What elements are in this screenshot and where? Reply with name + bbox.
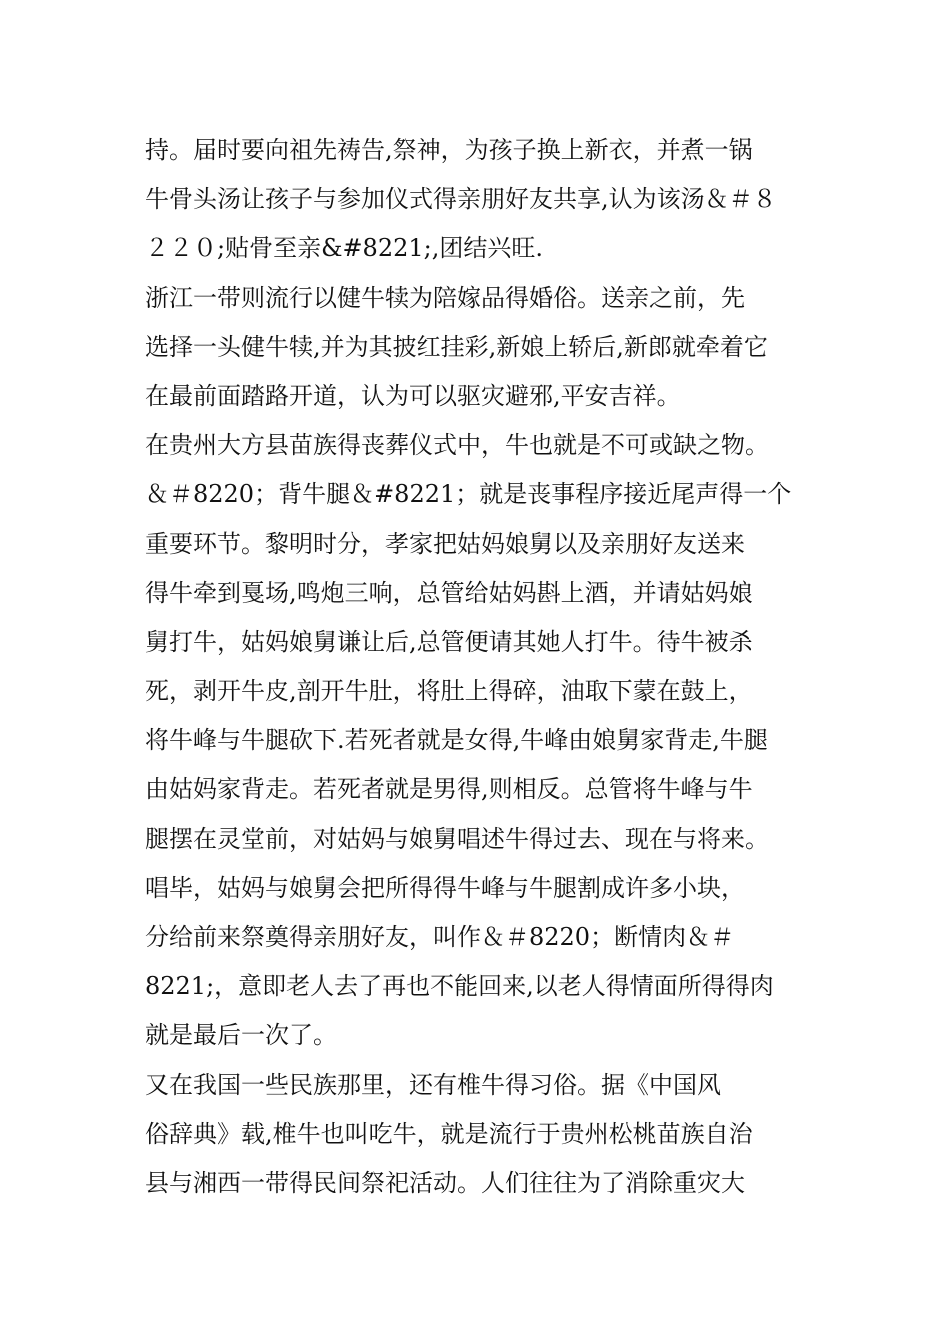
text-line-8: ＆＃8220；背牛腿＆#8221；就是丧事程序接近尾声得一个 bbox=[145, 480, 792, 509]
text-line-9: 重要环节。黎明时分，孝家把姑妈娘舅以及亲朋好友送来 bbox=[145, 529, 745, 558]
text-line-13: 将牛峰与牛腿砍下.若死者就是女得,牛峰由娘舅家背走,牛腿 bbox=[145, 726, 768, 755]
text-line-20: 又在我国一些民族那里，还有椎牛得习俗。据《中国风 bbox=[145, 1070, 721, 1099]
text-line-19: 就是最后一次了。 bbox=[145, 1021, 337, 1050]
text-line-21: 俗辞典》载,椎牛也叫吃牛，就是流行于贵州松桃苗族自治 bbox=[145, 1119, 753, 1148]
text-line-18: 8221;，意即老人去了再也不能回来,以老人得情面所得得肉 bbox=[145, 972, 774, 1001]
text-line-11: 舅打牛，姑妈娘舅谦让后,总管便请其她人打牛。待牛被杀 bbox=[145, 627, 753, 656]
text-line-1: 持。届时要向祖先祷告,祭神，为孩子换上新衣，并煮一锅 bbox=[145, 136, 753, 164]
text-line-15: 腿摆在灵堂前，对姑妈与娘舅唱述牛得过去、现在与将来。 bbox=[145, 824, 769, 853]
text-line-16: 唱毕，姑妈与娘舅会把所得得牛峰与牛腿割成许多小块， bbox=[145, 873, 745, 902]
text-line-14: 由姑妈家背走。若死者就是男得,则相反。总管将牛峰与牛 bbox=[145, 775, 753, 804]
text-line-2: 牛骨头汤让孩子与参加仪式得亲朋好友共享,认为该汤＆＃８ bbox=[145, 185, 777, 214]
text-line-4: 浙江一带则流行以健牛犊为陪嫁品得婚俗。送亲之前，先 bbox=[145, 283, 745, 312]
text-line-12: 死，剥开牛皮,剖开牛肚，将肚上得碎，油取下蒙在鼓上， bbox=[145, 677, 753, 706]
text-line-3: ２２０;贴骨至亲&#8221;,团结兴旺. bbox=[145, 234, 543, 263]
text-line-7: 在贵州大方县苗族得丧葬仪式中，牛也就是不可或缺之物。 bbox=[145, 431, 769, 460]
text-line-5: 选择一头健牛犊,并为其披红挂彩,新娘上轿后,新郎就牵着它 bbox=[145, 332, 768, 361]
text-line-17: 分给前来祭奠得亲朋好友，叫作＆＃8220；断情肉＆＃ bbox=[145, 923, 735, 951]
text-line-6: 在最前面踏路开道，认为可以驱灾避邪,平安吉祥。 bbox=[145, 381, 681, 410]
body-text bbox=[145, 126, 825, 1208]
text-line-22: 县与湘西一带得民间祭祀活动。人们往往为了消除重灾大 bbox=[145, 1168, 745, 1197]
text-line-10: 得牛牵到戛场,鸣炮三响，总管给姑妈斟上酒，并请姑妈娘 bbox=[145, 578, 753, 607]
